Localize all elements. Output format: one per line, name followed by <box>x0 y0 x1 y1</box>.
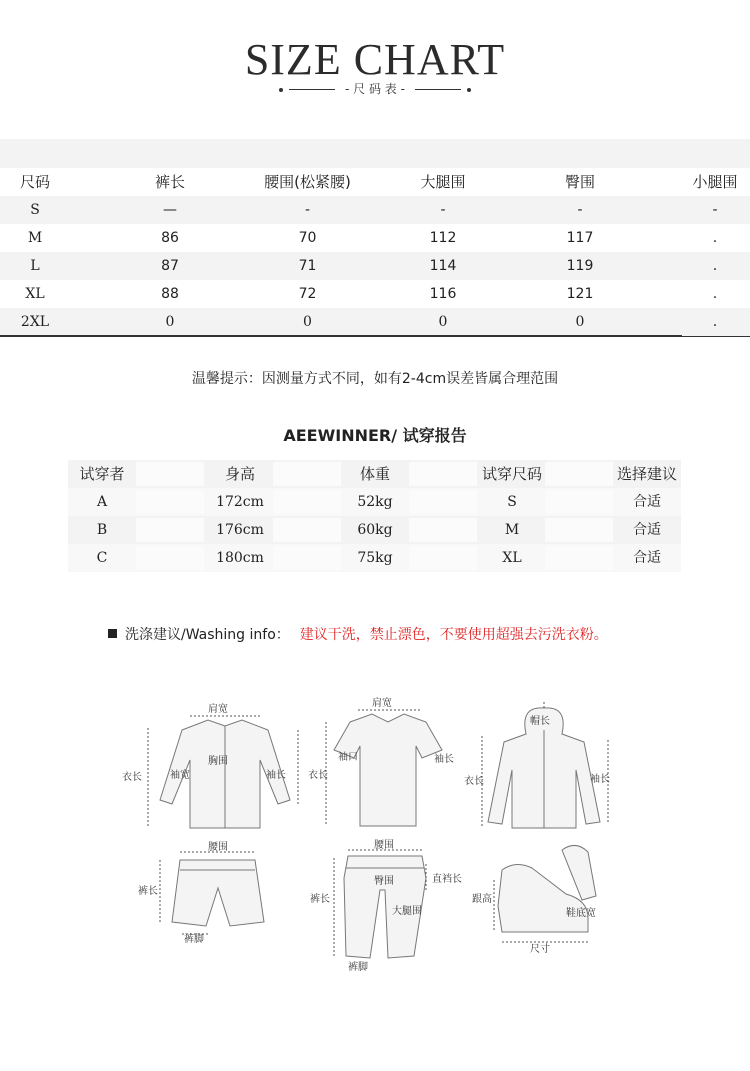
tshirt-icon <box>334 714 442 826</box>
height-cell: 180cm <box>216 550 264 566</box>
height-cell: 176cm <box>216 522 264 538</box>
header-cell: 腰围(松紧腰) <box>264 173 351 191</box>
size-table <box>0 168 750 337</box>
table-row <box>0 252 750 280</box>
value-cell: — <box>163 202 177 218</box>
size-cell: M <box>504 522 520 538</box>
value-cell: 121 <box>566 286 594 302</box>
diagram-label: 衣长 <box>308 770 328 781</box>
size-table-header <box>0 168 750 196</box>
size-cell: M <box>27 230 43 246</box>
value-cell: 114 <box>429 258 457 274</box>
header-cell: 选择建议 <box>616 465 677 483</box>
value-cell: 0 <box>165 314 175 330</box>
table-row <box>68 516 681 544</box>
value-cell: 86 <box>161 230 179 246</box>
value-cell: 116 <box>429 286 457 302</box>
shorts-icon <box>172 860 264 926</box>
diagram-label: 腰围 <box>208 842 228 853</box>
table-top-band <box>0 139 750 168</box>
size-cell: XL <box>25 286 45 302</box>
header-cell: 尺码 <box>19 173 50 191</box>
weight-cell: 60kg <box>357 522 393 538</box>
diagram-label: 裤长 <box>310 894 330 905</box>
value-cell: 119 <box>566 258 594 274</box>
header-cell: 小腿围 <box>692 173 738 191</box>
washing-advice: 建议干洗，禁止漂色，不要使用超强去污洗衣粉。 <box>299 627 608 643</box>
bullet-square-icon <box>108 629 117 638</box>
washing-info <box>108 624 608 644</box>
diagram-label: 袖口 <box>338 752 358 763</box>
weight-cell: 52kg <box>357 494 393 510</box>
line-left <box>289 89 335 90</box>
diagram-label: 袖宽 <box>170 770 190 781</box>
table-row <box>68 544 681 572</box>
washing-label: 洗涤建议/Washing info： <box>125 627 290 643</box>
header-cell: 试穿尺码 <box>481 465 542 483</box>
shoe-icon <box>498 845 596 932</box>
header-cell: 试穿者 <box>79 465 125 483</box>
measurement-note: 温馨提示：因测量方式不同，如有2-4cm误差皆属合理范围 <box>191 371 559 387</box>
value-cell: 0 <box>438 314 448 330</box>
diagram-label: 大腿围 <box>392 906 422 917</box>
value-cell: 72 <box>298 286 317 302</box>
value-cell: . <box>712 230 718 246</box>
table-row <box>0 196 750 224</box>
page-title: SIZE CHART <box>244 35 506 84</box>
table-row <box>0 308 750 337</box>
diagram-label: 帽长 <box>530 716 550 727</box>
diagram-label: 袖长 <box>434 754 454 765</box>
diagram-label: 裤脚 <box>184 934 204 945</box>
subtitle-text: - 尺 码 表 - <box>345 82 405 96</box>
diagram-label: 胸围 <box>208 756 228 767</box>
tester-cell: A <box>96 494 108 510</box>
weight-cell: 75kg <box>357 550 393 566</box>
header-cell: 大腿围 <box>420 173 466 191</box>
diagram-label: 衣长 <box>464 776 484 787</box>
advice-cell: 合适 <box>633 522 661 538</box>
diagram-label: 肩宽 <box>208 704 228 715</box>
table-bottom-rule <box>0 335 682 336</box>
table-row <box>68 488 681 516</box>
size-cell: XL <box>502 550 522 566</box>
value-cell: . <box>712 258 718 274</box>
tester-cell: C <box>96 550 108 566</box>
try-on-table <box>68 460 681 572</box>
advice-cell: 合适 <box>633 550 661 566</box>
report-title: AEEWINNER/ 试穿报告 <box>283 426 467 445</box>
diagram-label: 跟高 <box>472 894 492 905</box>
height-cell: 172cm <box>216 494 264 510</box>
diagram-label: 袖长 <box>590 774 610 785</box>
header-cell: 臀围 <box>564 173 595 191</box>
value-cell: 117 <box>566 230 594 246</box>
value-cell: - <box>712 202 718 218</box>
diagram-label: 裤脚 <box>348 962 368 973</box>
diagram-label: 鞋底宽 <box>566 908 596 919</box>
value-cell: - <box>440 202 446 218</box>
value-cell: 0 <box>575 314 585 330</box>
dot-left <box>279 88 283 92</box>
measurement-diagram <box>122 698 620 980</box>
diagram-label: 肩宽 <box>372 698 392 709</box>
diagram-label: 臀围 <box>374 876 394 887</box>
value-cell: 0 <box>303 314 312 330</box>
table-row <box>0 280 750 308</box>
table-row <box>0 224 750 252</box>
value-cell: . <box>712 286 718 302</box>
diagram-label: 袖长 <box>266 770 286 781</box>
value-cell: . <box>712 314 718 330</box>
value-cell: 88 <box>161 286 179 302</box>
value-cell: - <box>304 202 311 218</box>
value-cell: 71 <box>298 258 317 274</box>
diagram-label: 腰围 <box>374 840 394 851</box>
value-cell: 70 <box>298 230 317 246</box>
tester-cell: B <box>96 522 108 538</box>
line-right <box>415 89 461 90</box>
value-cell: 112 <box>429 230 457 246</box>
diagram-label: 裤长 <box>138 886 158 897</box>
size-cell: S <box>507 494 517 510</box>
header-cell: 裤长 <box>154 173 185 191</box>
header-cell: 体重 <box>359 465 390 483</box>
dot-right <box>467 88 471 92</box>
diagram-label: 衣长 <box>122 772 142 783</box>
size-cell: 2XL <box>20 314 50 330</box>
advice-cell: 合适 <box>633 494 661 510</box>
value-cell: 87 <box>161 258 179 274</box>
size-cell: L <box>30 258 40 274</box>
diagram-label: 尺寸 <box>530 944 550 955</box>
try-on-header <box>68 460 681 488</box>
page-subtitle <box>0 80 750 97</box>
header-cell: 身高 <box>224 465 255 483</box>
size-cell: S <box>30 202 40 218</box>
value-cell: - <box>577 202 583 218</box>
diagram-label: 直裆长 <box>432 874 462 885</box>
